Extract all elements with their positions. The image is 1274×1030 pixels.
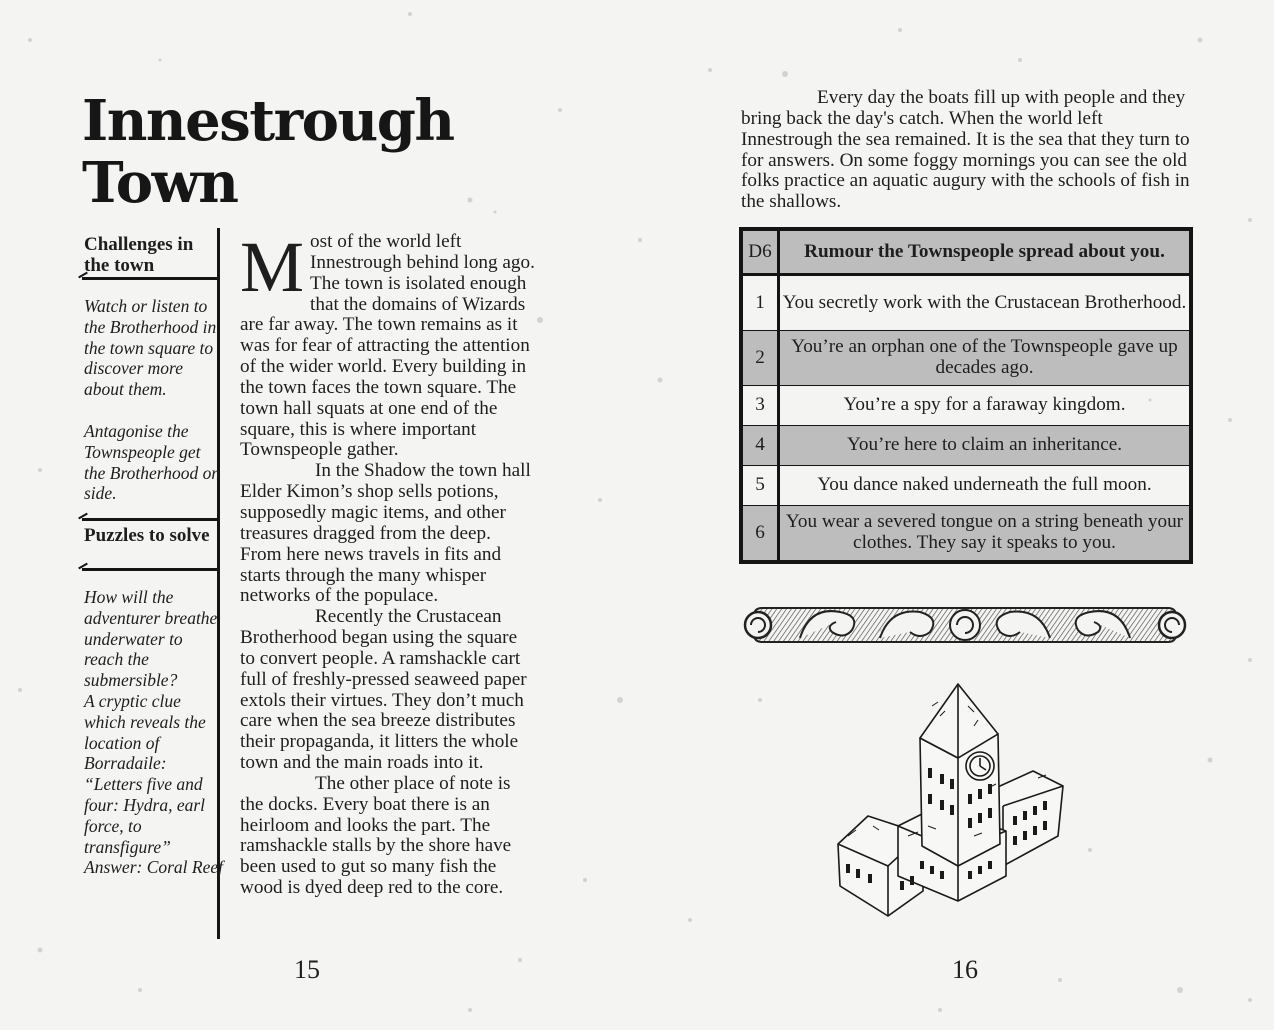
challenge-item: Watch or listen to the Brotherhood in the town square to discover more about them. bbox=[84, 296, 217, 400]
table-row bbox=[741, 466, 1191, 506]
challenges-rule bbox=[82, 277, 220, 280]
roll-cell: 3 bbox=[741, 386, 779, 426]
scroll-ornament-icon bbox=[740, 598, 1190, 650]
page-number-right: 16 bbox=[952, 955, 978, 984]
intro-paragraph: Every day the boats fill up with people and they bring back the day's catch. When the world left Innestrough the sea remained. It is the sea that they turn to for answers. On some foggy mornings you can see the old folks practice an aquatic augury with the schools of fish in the shallows. bbox=[741, 87, 1190, 213]
rumour-cell: You wear a severed tongue on a string beneath your clothes. They say it speaks to you. bbox=[779, 506, 1192, 563]
puzzles-heading: Puzzles to solve bbox=[84, 525, 210, 546]
puzzles-rule-bottom bbox=[82, 568, 220, 571]
body-paragraph: The other place of note is the docks. Every boat there is an heirloom and looks the part. The ramshackle stalls by the shore have been used to gut so many fish the wood is dyed deep red to the core. bbox=[240, 772, 512, 899]
rumour-cell: You’re a spy for a faraway kingdom. bbox=[779, 386, 1192, 426]
rumour-cell: You secretly work with the Crustacean Brotherhood. bbox=[779, 275, 1192, 331]
table-row bbox=[741, 331, 1191, 386]
roll-cell: 5 bbox=[741, 466, 779, 506]
table-header-rumour: Rumour the Townspeople spread about you. bbox=[779, 229, 1192, 275]
town-hall-illustration bbox=[828, 676, 1088, 926]
puzzle-item: How will the adventurer breathe underwater to reach the submersible? bbox=[84, 587, 218, 691]
title-line-2: Town bbox=[82, 150, 238, 216]
table-row bbox=[741, 275, 1191, 331]
puzzle-item: A cryptic clue which reveals the location of Borradaile: “Letters five and four: Hydra, earl force, to transfigure” Answer: Coral Reef bbox=[84, 691, 224, 878]
rumour-table bbox=[739, 227, 1193, 564]
body-paragraph: ost of the world left Innestrough behind long ago. The town is isolated enough that the domains of Wizards are far away. The town remains as it was for fear of attracting the attention of the wider world. Every building in the town faces the town square. The town hall squats at one end of the square, this is where important Townspeople gather. bbox=[240, 231, 535, 461]
rumour-cell: You’re here to claim an inheritance. bbox=[779, 426, 1192, 466]
challenge-item: Antagonise the Townspeople get the Brotherhood on side. bbox=[84, 421, 221, 504]
body-paragraph: In the Shadow the town hall Elder Kimon’s shop sells potions, supposedly magic items, and other treasures dragged from the deep. From here news travels in fits and starts through the many whisper networks of the populace. bbox=[240, 460, 531, 607]
table-row bbox=[741, 506, 1191, 563]
title-line-1: Innestrough bbox=[82, 88, 454, 154]
table-header-d6: D6 bbox=[741, 229, 779, 275]
puzzles-rule-top bbox=[82, 518, 220, 521]
body-paragraph: Recently the Crustacean Brotherhood began using the square to convert people. A ramshackle cart full of freshly-pressed seaweed paper extols their virtues. They don’t much care when the sea breeze distributes their propaganda, it litters the whole town and the main roads into it. bbox=[240, 606, 527, 774]
roll-cell: 1 bbox=[741, 275, 779, 331]
rumour-cell: You dance naked underneath the full moon. bbox=[779, 466, 1192, 506]
page-title bbox=[82, 90, 454, 214]
page-number-left: 15 bbox=[294, 955, 320, 984]
table-row bbox=[741, 386, 1191, 426]
challenges-heading: Challenges in the town bbox=[84, 234, 194, 276]
table-header-row bbox=[741, 229, 1191, 275]
roll-cell: 4 bbox=[741, 426, 779, 466]
roll-cell: 6 bbox=[741, 506, 779, 563]
table-row bbox=[741, 426, 1191, 466]
roll-cell: 2 bbox=[741, 331, 779, 386]
drop-cap: M bbox=[240, 227, 305, 307]
rumour-cell: You’re an orphan one of the Townspeople gave up decades ago. bbox=[779, 331, 1192, 386]
main-text-column bbox=[240, 227, 536, 899]
